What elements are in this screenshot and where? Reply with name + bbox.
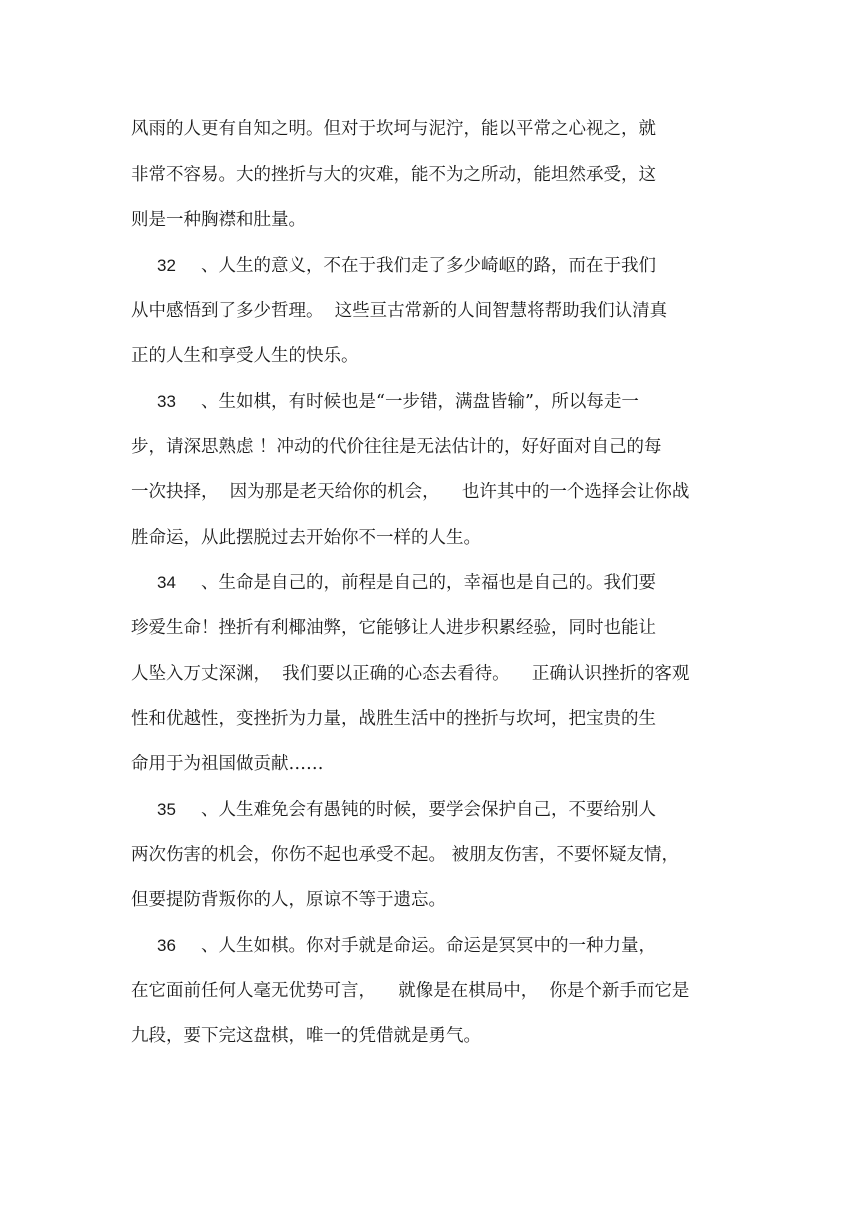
text-line: 两次伤害的机会，你伤不起也承受不起。 被朋友伤害，不要怀疑友情， xyxy=(131,845,680,865)
paragraph-first-line xyxy=(157,251,656,281)
text-line: 、生命是自己的，前程是自己的，幸福也是自己的。我们要 xyxy=(201,573,656,593)
text-line: 、生如棋，有时候也是“一步错，满盘皆输”，所以每走一 xyxy=(201,392,639,412)
text-line: 从中感悟到了多少哲理。 这些亘古常新的人间智慧将帮助我们认清真 xyxy=(131,301,668,321)
paragraph-first-line xyxy=(157,795,656,825)
text-line: 性和优越性，变挫折为力量，战胜生活中的挫折与坎坷，把宝贵的生 xyxy=(131,709,656,729)
paragraph-number: 34 xyxy=(157,573,176,592)
text-line: 非常不容易。大的挫折与大的灾难，能不为之所动，能坦然承受，这 xyxy=(131,165,656,185)
paragraph-number: 35 xyxy=(157,800,176,819)
paragraph-number: 33 xyxy=(157,392,176,411)
paragraph-first-line xyxy=(157,387,639,417)
text-line: 、人生的意义，不在于我们走了多少崎岖的路，而在于我们 xyxy=(201,256,656,276)
text-line: 、人生如棋。你对手就是命运。命运是冥冥中的一种力量， xyxy=(201,936,656,956)
text-line: 在它面前任何人毫无优势可言， 就像是在棋局中， 你是个新手而它是 xyxy=(131,981,690,1001)
text-line: 珍爱生命！挫折有利椰油弊，它能够让人进步积累经验，同时也能让 xyxy=(131,618,656,638)
text-line: 人坠入万丈深渊， 我们要以正确的心态去看待。 正确认识挫折的客观 xyxy=(131,664,690,684)
paragraph-first-line xyxy=(157,568,656,598)
paragraph-number: 36 xyxy=(157,936,176,955)
text-line: 但要提防背叛你的人，原谅不等于遗忘。 xyxy=(131,890,446,910)
text-line: 九段，要下完这盘棋，唯一的凭借就是勇气。 xyxy=(131,1026,481,1046)
text-line: 、人生难免会有愚钝的时候，要学会保护自己，不要给别人 xyxy=(201,800,656,820)
text-line: 命用于为祖国做贡献…… xyxy=(131,754,324,774)
text-line: 风雨的人更有自知之明。但对于坎坷与泥泞，能以平常之心视之，就 xyxy=(131,119,656,139)
text-line: 步，请深思熟虑 ！冲动的代价往往是无法估计的，好好面对自己的每 xyxy=(131,437,662,457)
paragraph-first-line xyxy=(157,931,656,961)
text-line: 胜命运，从此摆脱过去开始你不一样的人生。 xyxy=(131,528,481,548)
text-line: 则是一种胸襟和肚量。 xyxy=(131,210,306,230)
text-line: 正的人生和享受人生的快乐。 xyxy=(131,346,359,366)
paragraph-number: 32 xyxy=(157,256,176,275)
text-line: 一次抉择， 因为那是老天给你的机会， 也许其中的一个选择会让你战 xyxy=(131,482,690,502)
